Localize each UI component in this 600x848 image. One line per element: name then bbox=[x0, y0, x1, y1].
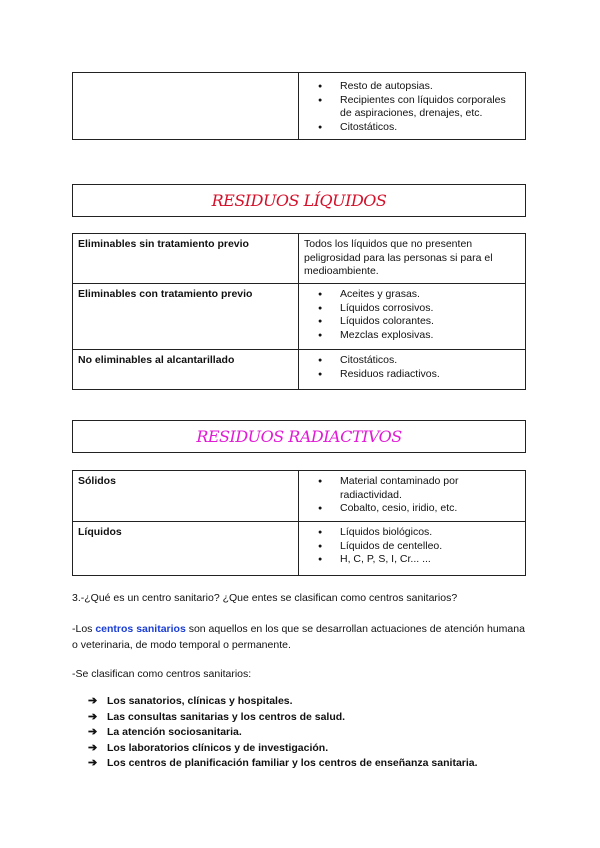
radioactive-waste-title: RESIDUOS RADIACTIVOS bbox=[196, 427, 402, 446]
table-row bbox=[73, 73, 526, 140]
centros-sanitarios-link[interactable]: centros sanitarios bbox=[95, 623, 186, 635]
liquid-waste-title-box bbox=[72, 184, 526, 217]
arrow-icon: ➔ bbox=[88, 695, 98, 707]
row-label: Eliminables sin tratamiento previo bbox=[73, 234, 299, 284]
list-item: ● H, C, P, S, I, Cr... ... bbox=[304, 553, 520, 567]
list-item: ● Líquidos corrosivos. bbox=[304, 302, 520, 316]
liquid-waste-title: RESIDUOS LÍQUIDOS bbox=[211, 191, 387, 210]
table-row bbox=[73, 471, 526, 522]
row-label: No eliminables al alcantarillado bbox=[73, 350, 299, 390]
bullet-list bbox=[304, 288, 520, 342]
list-item: ➔ Los laboratorios clínicos y de investigación. bbox=[88, 741, 478, 757]
arrow-icon: ➔ bbox=[88, 726, 98, 738]
answer-paragraph bbox=[72, 621, 532, 653]
table-row bbox=[73, 350, 526, 390]
list-item: ● Mezclas explosivas. bbox=[304, 329, 520, 343]
list-item: ● Residuos radiactivos. bbox=[304, 368, 520, 382]
classify-intro: -Se clasifican como centros sanitarios: bbox=[72, 668, 252, 680]
list-item: ● Citostáticos. bbox=[304, 354, 520, 368]
row-content bbox=[299, 284, 526, 350]
row-label: Sólidos bbox=[73, 471, 299, 522]
list-item: ➔ La atención sociosanitaria. bbox=[88, 725, 478, 741]
list-item: ● Material contaminado por radiactividad. bbox=[304, 475, 520, 502]
list-item: ● Aceites y grasas. bbox=[304, 288, 520, 302]
list-item: ● Cobalto, cesio, iridio, etc. bbox=[304, 502, 520, 516]
row-content bbox=[299, 350, 526, 390]
row-content bbox=[299, 522, 526, 576]
table-row bbox=[73, 234, 526, 284]
list-item: ● Líquidos de centelleo. bbox=[304, 540, 520, 554]
liquid-waste-table bbox=[72, 233, 526, 390]
list-item: ➔ Los centros de planificación familiar y los centros de enseñanza sanitaria. bbox=[88, 756, 478, 772]
bullet-list bbox=[304, 354, 520, 381]
radioactive-waste-table bbox=[72, 470, 526, 576]
list-item: ● Líquidos biológicos. bbox=[304, 526, 520, 540]
row-content bbox=[299, 73, 526, 140]
arrow-icon: ➔ bbox=[88, 710, 98, 723]
top-waste-table bbox=[72, 72, 526, 140]
bullet-list bbox=[304, 526, 520, 567]
list-item: ➔ Los sanatorios, clínicas y hospitales. bbox=[88, 694, 478, 710]
table-row bbox=[73, 284, 526, 350]
answer-rest: son aquellos en los que se desarrollan actuaciones de atención humana o veterinaria, de modo temporal o permanente. bbox=[72, 623, 525, 651]
answer-prefix: -Los bbox=[72, 623, 96, 635]
list-item: ● Líquidos colorantes. bbox=[304, 315, 520, 329]
bullet-list bbox=[304, 475, 520, 516]
row-label: Líquidos bbox=[73, 522, 299, 576]
list-item: ➔ Las consultas sanitarias y los centros de salud. bbox=[88, 710, 478, 726]
row-content bbox=[299, 471, 526, 522]
list-item: ● Recipientes con líquidos corporales de aspiraciones, drenajes, etc. bbox=[304, 94, 520, 121]
list-item: ● Resto de autopsias. bbox=[304, 80, 520, 94]
health-centers-list bbox=[88, 694, 478, 772]
row-label bbox=[73, 73, 299, 140]
table-row bbox=[73, 522, 526, 576]
bullet-list bbox=[304, 80, 520, 134]
list-item: ● Citostáticos. bbox=[304, 121, 520, 135]
radioactive-waste-title-box bbox=[72, 420, 526, 453]
arrow-icon: ➔ bbox=[88, 757, 98, 769]
row-label: Eliminables con tratamiento previo bbox=[73, 284, 299, 350]
arrow-icon: ➔ bbox=[88, 741, 98, 754]
question-text: 3.-¿Qué es un centro sanitario? ¿Que entes se clasifican como centros sanitarios? bbox=[72, 592, 458, 604]
row-content: Todos los líquidos que no presenten peligrosidad para las personas si para el medioambiente. bbox=[299, 234, 526, 284]
